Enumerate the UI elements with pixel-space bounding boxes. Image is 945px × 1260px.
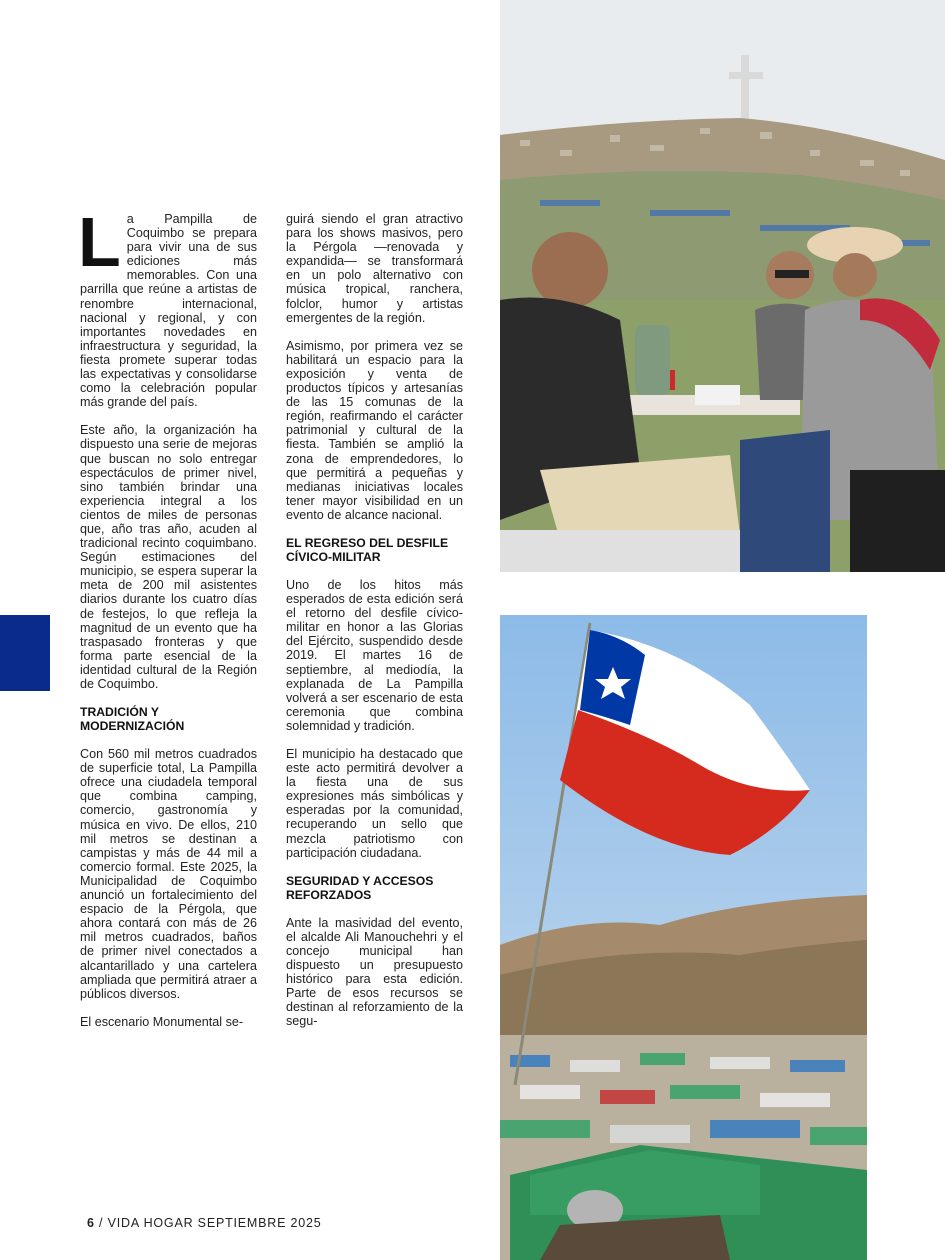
publication-name: VIDA HOGAR SEPTIEMBRE 2025: [107, 1216, 322, 1230]
section-heading-desfile: EL REGRESO DEL DESFILE CÍVICO-MILITAR: [286, 535, 449, 564]
body-paragraph: El escenario Monumental se-: [80, 1014, 244, 1029]
footer-separator: /: [99, 1216, 104, 1230]
drop-cap: L: [78, 203, 121, 281]
article-column-1: [78, 203, 257, 1043]
section-heading-tradicion: TRADICIÓN Y MODERNIZACIÓN: [80, 705, 185, 734]
page-number: 6: [87, 1216, 95, 1230]
photo-picnic-family: [500, 0, 945, 572]
lead-text: a Pampilla de Coquimbo se prepara para vivir una de sus ediciones más memorables. Con una parrilla que reúne a artistas de renombre internacional, nacional y regional, y con importantes novedades en infraestructura y seguridad, la fiesta promete superar todas las expectativas y consolidarse como la celebración popular más grande del país.: [80, 212, 257, 410]
page-footer: [87, 1216, 322, 1230]
body-paragraph: El municipio ha destacado que este acto permitirá devolver a la fiesta una de sus expresiones más simbólicas y esperadas por la comunidad, recuperando un sello que mezcla patriotismo con participación ciudadana.: [286, 747, 463, 860]
body-paragraph: Uno de los hitos más esperados de esta edición será el retorno del desfile cívico-militar en honor a las Glorias del Ejército, suspendido desde 2019. El martes 16 de septiembre, al mediodía, la explanada de La Pampilla volverá a ser escenario de esta ceremonia que combina solemnidad y tradición.: [286, 577, 463, 733]
lead-paragraph: [78, 203, 257, 410]
section-color-tab: [0, 615, 50, 691]
body-paragraph: Ante la masividad del evento, el alcalde Ali Manouchehri y el concejo municipal han dispuesto un presupuesto histórico para esta edición. Parte de esos recursos se destinan al reforzamiento de la segu-: [286, 915, 463, 1029]
body-paragraph: guirá siendo el gran atractivo para los shows masivos, pero la Pérgola —renovada y expandida— se transformará en un polo alternativo con música tropical, ranchera, folclor, humor y artistas emergentes de la región.: [286, 212, 463, 325]
body-paragraph: Con 560 mil metros cuadrados de superficie total, La Pampilla ofrece una ciudadela temporal que combina camping, comercio, gastronomía y música en vivo. De ellos, 210 mil metros se destinan a campistas y más de 44 mil a comercio formal. Este 2025, la Municipalidad de Coquimbo anunció un fortalecimiento del espacio de la Pérgola, que ahora contará con más de 26 mil metros cuadrados, baños de primer nivel conectados a alcantarillado y una cartelera ampliada que permitirá atraer a públicos diversos.: [80, 747, 257, 1001]
article-column-2: [286, 212, 463, 1043]
section-heading-seguridad: SEGURIDAD Y ACCESOS REFORZADOS: [286, 873, 434, 902]
photo-flag-campground: [500, 615, 867, 1260]
body-paragraph: Este año, la organización ha dispuesto una serie de mejoras que buscan no solo entregar espectáculos de primer nivel, sino también brindar una experiencia integral a los cientos de miles de personas que, año tras año, acuden al tradicional recinto coquimbano. Según estimaciones del municipio, se espera superar la meta de 200 mil asistentes diarios durante los cuatro días de festejos, lo que refleja la magnitud de un evento que ha traspasado fronteras y que forma parte esencial de la identidad cultural de la Región de Coquimbo.: [80, 423, 257, 691]
body-paragraph: Asimismo, por primera vez se habilitará un espacio para la exposición y venta de productos típicos y artesanías de las 15 comunas de la región, reafirmando el carácter patrimonial y cultural de la fiesta. También se amplió la zona de emprendedores, lo que permitirá a pequeñas y medianas iniciativas locales tener mayor visibilidad en un evento de alcance nacional.: [286, 338, 463, 522]
